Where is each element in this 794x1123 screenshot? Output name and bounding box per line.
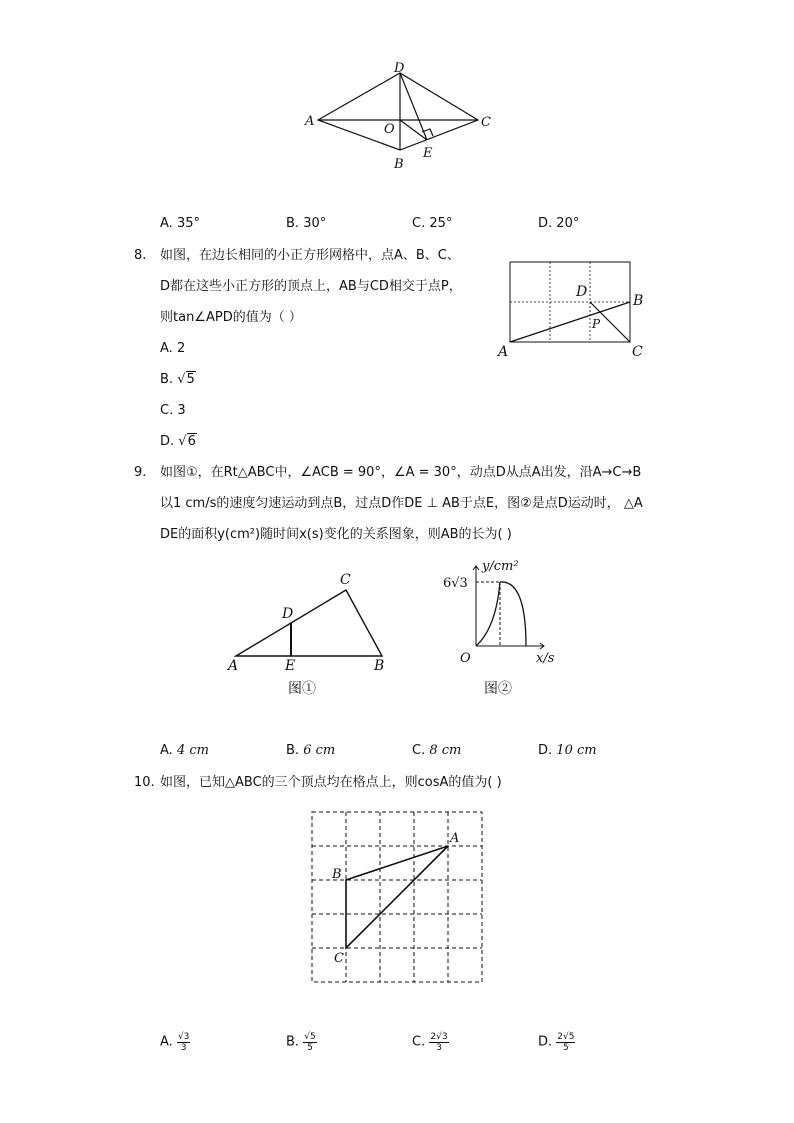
q8-number: 8.	[134, 248, 147, 263]
q9-stem-line1: 如图①，在Rt△ABC中，∠ACB = 90°，∠A = 30°，动点D从点A出发，沿A→C→B	[160, 465, 642, 480]
q9-fig2-peak-label: 6√3	[443, 576, 468, 591]
q8-label-a: A	[498, 344, 509, 360]
q7-label-e: E	[423, 146, 433, 161]
q9-fig1-label-d: D	[282, 606, 294, 622]
q9-fig1-caption: 图①	[288, 681, 316, 697]
q10-stem-line1: 如图，已知△ABC的三个顶点均在格点上，则cosA的值为( )	[160, 775, 502, 790]
q7-option-a[interactable]: A. 35°	[160, 216, 200, 231]
q8-option-c[interactable]: C. 3	[160, 403, 186, 418]
q9-fig1-label-b: B	[374, 658, 385, 674]
q10-option-c[interactable]: C. $\frac{2√3}{3}$	[412, 1032, 448, 1053]
q9-fig2-xlabel: x/s	[536, 651, 555, 666]
q9-fig1-label-c: C	[340, 572, 351, 588]
q9-stem-line2: 以1 cm/s的速度匀速运动到点B，过点D作DE ⊥ AB于点E，图②是点D运动时， △A	[160, 496, 643, 511]
q8-label-b: B	[633, 293, 644, 309]
q10-label-b: B	[332, 867, 342, 882]
q9-graph-figure	[440, 556, 570, 702]
q9-option-c[interactable]: C. 8 cm	[412, 743, 462, 758]
q7-label-c: C	[481, 115, 491, 130]
q10-number: 10.	[134, 775, 155, 790]
q9-number: 9.	[134, 465, 147, 480]
q10-option-a[interactable]: A. $\frac{√3}{3}$	[160, 1032, 190, 1053]
q9-fig2-ylabel: y/cm²	[482, 559, 519, 574]
q9-fig1-label-e: E	[285, 658, 296, 674]
q8-grid-figure	[496, 256, 656, 360]
q9-option-b[interactable]: B. 6 cm	[286, 743, 336, 758]
q7-label-d: D	[394, 61, 405, 76]
q8-label-p: P	[592, 317, 601, 331]
q10-option-b[interactable]: B. $\frac{√5}{5}$	[286, 1032, 316, 1053]
q8-stem-line3: 则tan∠APD的值为（ ）	[160, 310, 302, 325]
q7-option-d[interactable]: D. 20°	[538, 216, 580, 231]
q7-rhombus-figure	[300, 60, 500, 172]
q8-option-b[interactable]: B. √5	[160, 372, 195, 387]
q8-stem-line1: 如图，在边长相同的小正方形网格中，点A、B、C、	[160, 248, 460, 263]
q10-label-c: C	[334, 951, 344, 966]
q9-triangle-figure	[222, 570, 398, 700]
q10-label-a: A	[450, 831, 460, 846]
q8-label-d: D	[576, 284, 588, 300]
q7-option-b[interactable]: B. 30°	[286, 216, 327, 231]
q8-option-d[interactable]: D. √6	[160, 434, 196, 449]
q10-option-d[interactable]: D. $\frac{2√5}{5}$	[538, 1032, 575, 1053]
q7-option-c[interactable]: C. 25°	[412, 216, 453, 231]
q7-label-o: O	[384, 122, 395, 137]
q9-fig1-label-a: A	[228, 658, 239, 674]
q10-grid-figure	[300, 804, 494, 994]
q7-label-b: B	[394, 157, 404, 172]
q8-stem-line2: D都在这些小正方形的顶点上，AB与CD相交于点P，	[160, 279, 462, 294]
q9-fig2-origin: O	[460, 651, 471, 666]
q9-option-a[interactable]: A. 4 cm	[160, 743, 209, 758]
q9-fig2-caption: 图②	[484, 681, 512, 697]
q9-option-d[interactable]: D. 10 cm	[538, 743, 597, 758]
q8-option-a[interactable]: A. 2	[160, 341, 186, 356]
q7-label-a: A	[305, 114, 315, 129]
q8-label-c: C	[632, 344, 643, 360]
q9-stem-line3: DE的面积y(cm²)随时间x(s)变化的关系图象，则AB的长为( )	[160, 527, 512, 542]
